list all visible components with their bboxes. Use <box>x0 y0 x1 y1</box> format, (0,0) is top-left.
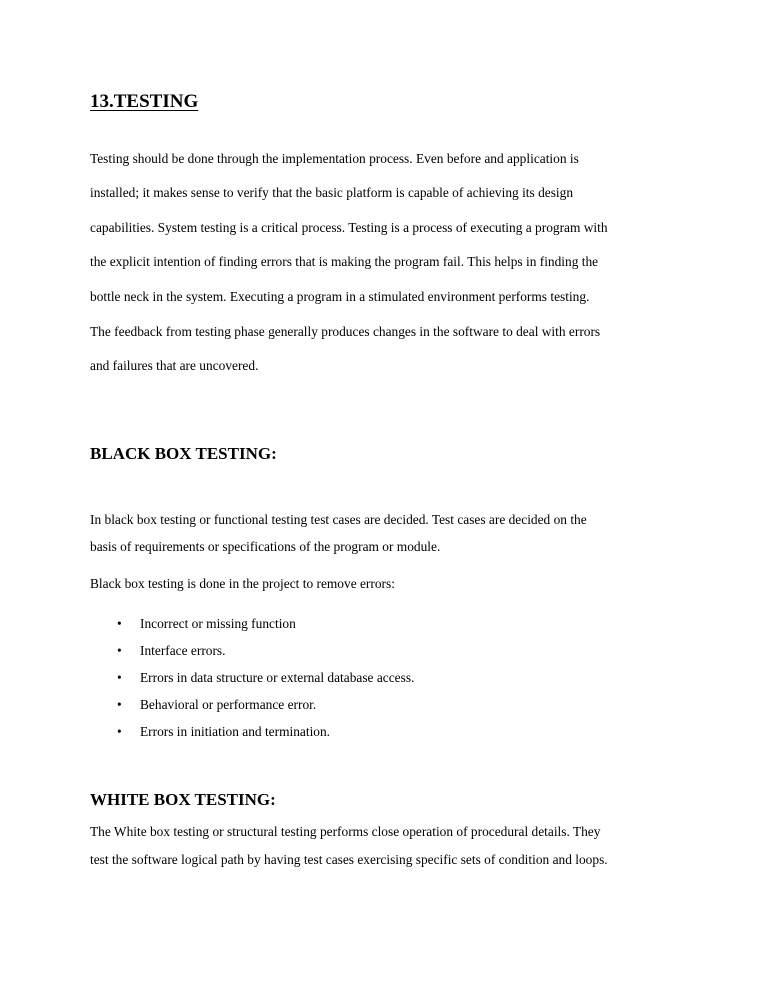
list-item-text: Incorrect or missing function <box>140 616 296 631</box>
black-box-line: basis of requirements or specifications of the program or module. <box>90 539 441 554</box>
intro-line: installed; it makes sense to verify that the basic platform is capable of achieving its design <box>90 185 574 200</box>
white-box-heading: WHITE BOX TESTING: <box>90 790 276 809</box>
page-title: 13.TESTING <box>90 91 199 112</box>
intro-line: bottle neck in the system. Executing a program in a stimulated environment performs testing. <box>90 289 590 304</box>
intro-line: capabilities. System testing is a critical process. Testing is a process of executing a program with <box>90 220 608 235</box>
bullet-icon: • <box>117 697 122 712</box>
intro-line: and failures that are uncovered. <box>90 358 259 373</box>
list-item-text: Errors in data structure or external database access. <box>140 670 415 685</box>
black-box-heading: BLACK BOX TESTING: <box>90 444 277 463</box>
list-item-text: Behavioral or performance error. <box>140 697 317 712</box>
black-box-line: In black box testing or functional testing test cases are decided. Test cases are decided on the <box>90 512 587 527</box>
list-item-text: Errors in initiation and termination. <box>140 724 331 739</box>
black-box-list-intro: Black box testing is done in the project to remove errors: <box>90 576 395 591</box>
bullet-icon: • <box>117 643 122 658</box>
bullet-icon: • <box>117 724 122 739</box>
intro-line: The feedback from testing phase generally produces changes in the software to deal with errors <box>90 324 601 339</box>
list-item-text: Interface errors. <box>140 643 226 658</box>
white-box-line: The White box testing or structural testing performs close operation of procedural details. They <box>90 824 601 839</box>
intro-line: the explicit intention of finding errors that is making the program fail. This helps in finding the <box>90 254 599 269</box>
intro-line: Testing should be done through the implementation process. Even before and application is <box>90 151 579 166</box>
white-box-line: test the software logical path by having test cases exercising specific sets of condition and loops. <box>90 852 608 867</box>
bullet-icon: • <box>117 616 122 631</box>
bullet-icon: • <box>117 670 122 685</box>
